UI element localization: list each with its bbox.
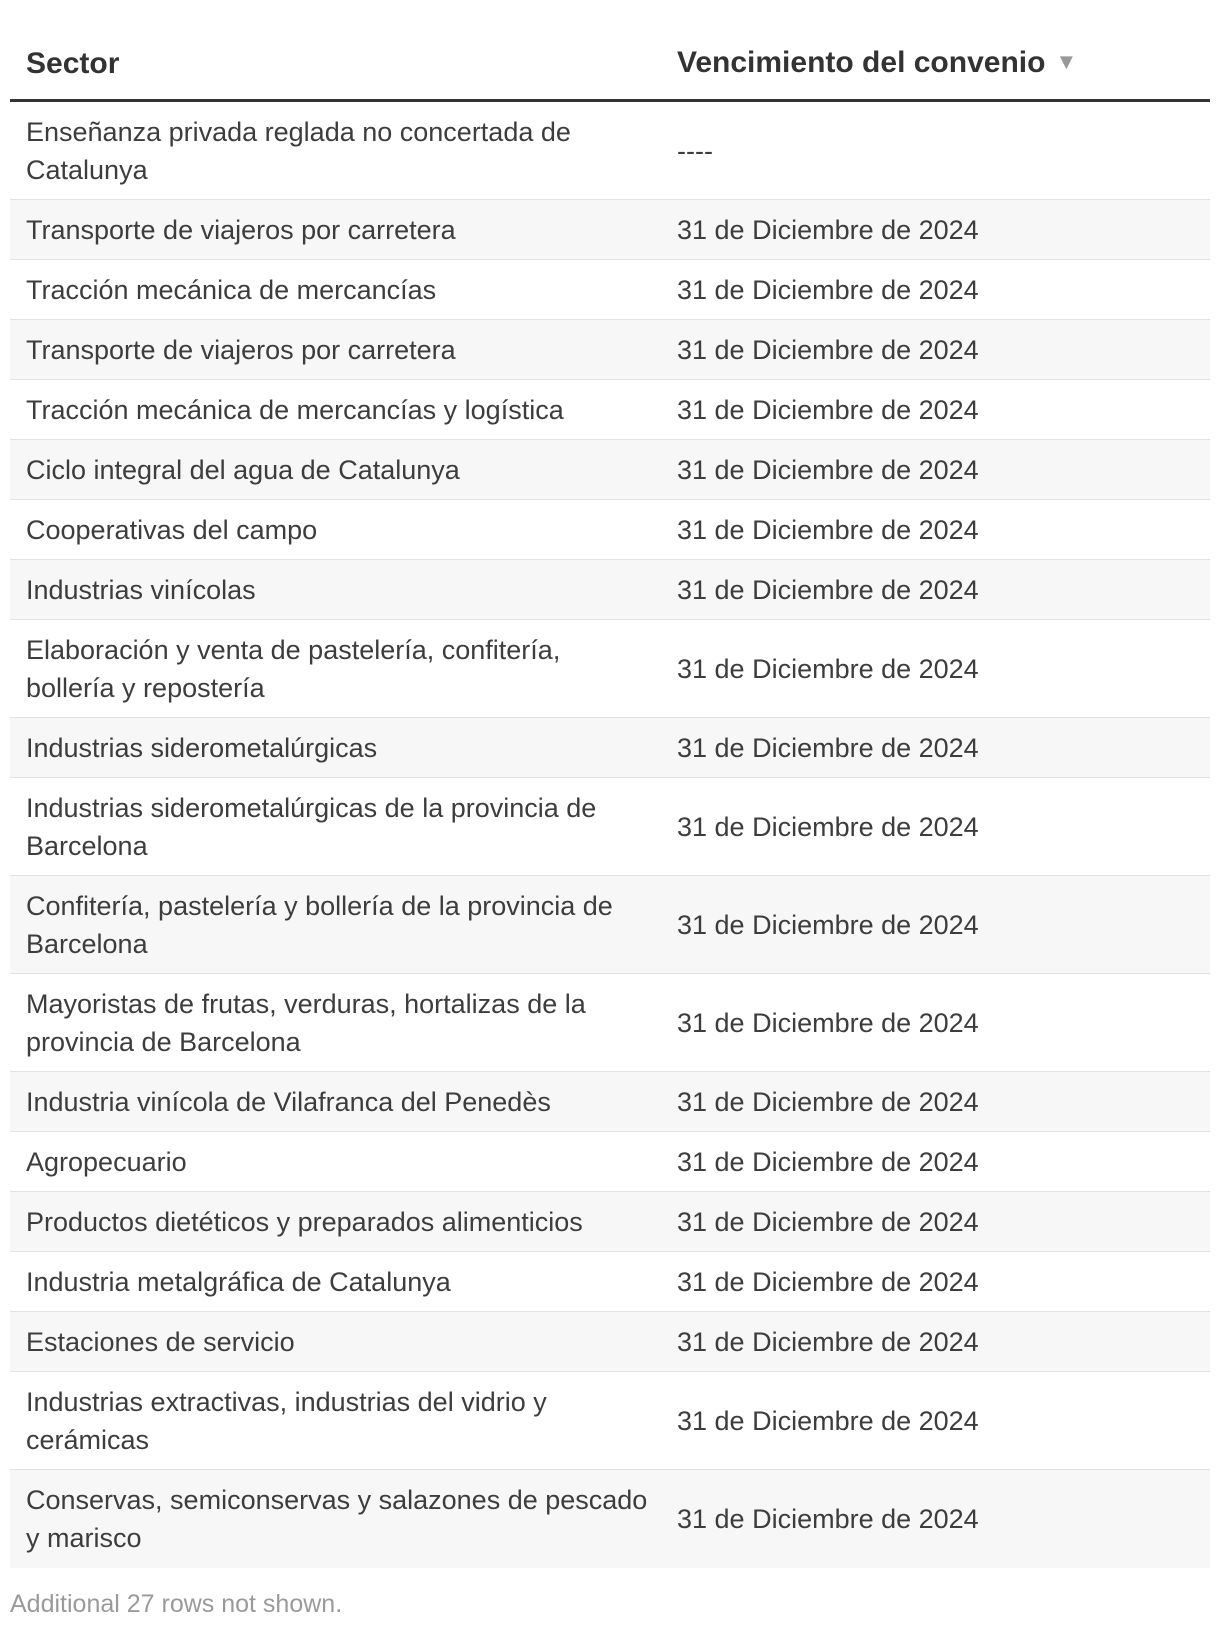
table-row	[10, 1192, 1210, 1252]
table-row	[10, 1252, 1210, 1312]
table-row	[10, 1312, 1210, 1372]
cell-expiry: 31 de Diciembre de 2024	[677, 574, 979, 605]
data-table	[10, 30, 1210, 1568]
table-row	[10, 778, 1210, 876]
cell-expiry: 31 de Diciembre de 2024	[677, 1146, 979, 1177]
table-row	[10, 560, 1210, 620]
cell-expiry: 31 de Diciembre de 2024	[677, 454, 979, 485]
cell-expiry: 31 de Diciembre de 2024	[677, 1206, 979, 1237]
cell-expiry: 31 de Diciembre de 2024	[677, 811, 979, 842]
cell-sector: Industrias siderometalúrgicas	[26, 732, 378, 763]
table-row	[10, 260, 1210, 320]
cell-expiry: 31 de Diciembre de 2024	[677, 1405, 979, 1436]
column-header-expiry-label: Vencimiento del convenio	[677, 45, 1046, 79]
table-row	[10, 380, 1210, 440]
cell-sector: Enseñanza privada reglada no concertada de Catalunya	[26, 116, 571, 185]
cell-expiry: ----	[677, 135, 713, 166]
table-body	[10, 102, 1210, 1568]
cell-expiry: 31 de Diciembre de 2024	[677, 909, 979, 940]
cell-sector: Industrias extractivas, industrias del vidrio y cerámicas	[26, 1386, 547, 1455]
table-row	[10, 440, 1210, 500]
cell-sector: Industrias vinícolas	[26, 574, 256, 605]
table-row	[10, 1470, 1210, 1568]
cell-expiry: 31 de Diciembre de 2024	[677, 653, 979, 684]
table-row	[10, 1372, 1210, 1470]
cell-expiry: 31 de Diciembre de 2024	[677, 1007, 979, 1038]
cell-expiry: 31 de Diciembre de 2024	[677, 394, 979, 425]
cell-sector: Confitería, pastelería y bollería de la provincia de Barcelona	[26, 890, 613, 959]
table-row	[10, 974, 1210, 1072]
cell-sector: Agropecuario	[26, 1146, 187, 1177]
cell-expiry: 31 de Diciembre de 2024	[677, 1504, 979, 1534]
sort-descending-icon[interactable]: ▼	[1055, 49, 1078, 74]
table-row	[10, 320, 1210, 380]
cell-sector: Industrias siderometalúrgicas de la provincia de Barcelona	[26, 792, 597, 861]
cell-expiry: 31 de Diciembre de 2024	[677, 1266, 979, 1297]
table-row	[10, 876, 1210, 974]
table-row	[10, 620, 1210, 718]
cell-expiry: 31 de Diciembre de 2024	[677, 1086, 979, 1117]
cell-sector: Mayoristas de frutas, verduras, hortalizas de la provincia de Barcelona	[26, 988, 586, 1057]
rows-not-shown-note: Additional 27 rows not shown.	[10, 1590, 343, 1618]
cell-sector: Productos dietéticos y preparados alimenticios	[26, 1206, 583, 1237]
cell-expiry: 31 de Diciembre de 2024	[677, 1326, 979, 1357]
table-row	[10, 102, 1210, 200]
cell-sector: Ciclo integral del agua de Catalunya	[26, 454, 460, 485]
cell-sector: Cooperativas del campo	[26, 514, 318, 545]
table-row	[10, 1072, 1210, 1132]
column-header-expiry[interactable]	[677, 46, 1210, 81]
cell-expiry: 31 de Diciembre de 2024	[677, 274, 979, 305]
cell-sector: Industria vinícola de Vilafranca del Penedès	[26, 1086, 551, 1117]
cell-sector: Elaboración y venta de pastelería, confitería, bollería y repostería	[26, 634, 561, 703]
cell-expiry: 31 de Diciembre de 2024	[677, 334, 979, 365]
table-row	[10, 718, 1210, 778]
cell-sector: Conservas, semiconservas y salazones de pescado y marisco	[26, 1485, 648, 1553]
table-row	[10, 1132, 1210, 1192]
cell-sector: Transporte de viajeros por carretera	[26, 334, 456, 365]
cell-expiry: 31 de Diciembre de 2024	[677, 214, 979, 245]
cell-sector: Industria metalgráfica de Catalunya	[26, 1266, 451, 1297]
table-header	[10, 30, 1210, 102]
cell-sector: Tracción mecánica de mercancías y logística	[26, 394, 564, 425]
cell-sector: Transporte de viajeros por carretera	[26, 214, 456, 245]
cell-expiry: 31 de Diciembre de 2024	[677, 514, 979, 545]
column-header-sector-label: Sector	[26, 47, 120, 80]
table-row	[10, 200, 1210, 260]
cell-expiry: 31 de Diciembre de 2024	[677, 732, 979, 763]
column-header-sector[interactable]	[10, 47, 677, 81]
cell-sector: Tracción mecánica de mercancías	[26, 274, 437, 305]
cell-sector: Estaciones de servicio	[26, 1326, 295, 1357]
table-row	[10, 500, 1210, 560]
